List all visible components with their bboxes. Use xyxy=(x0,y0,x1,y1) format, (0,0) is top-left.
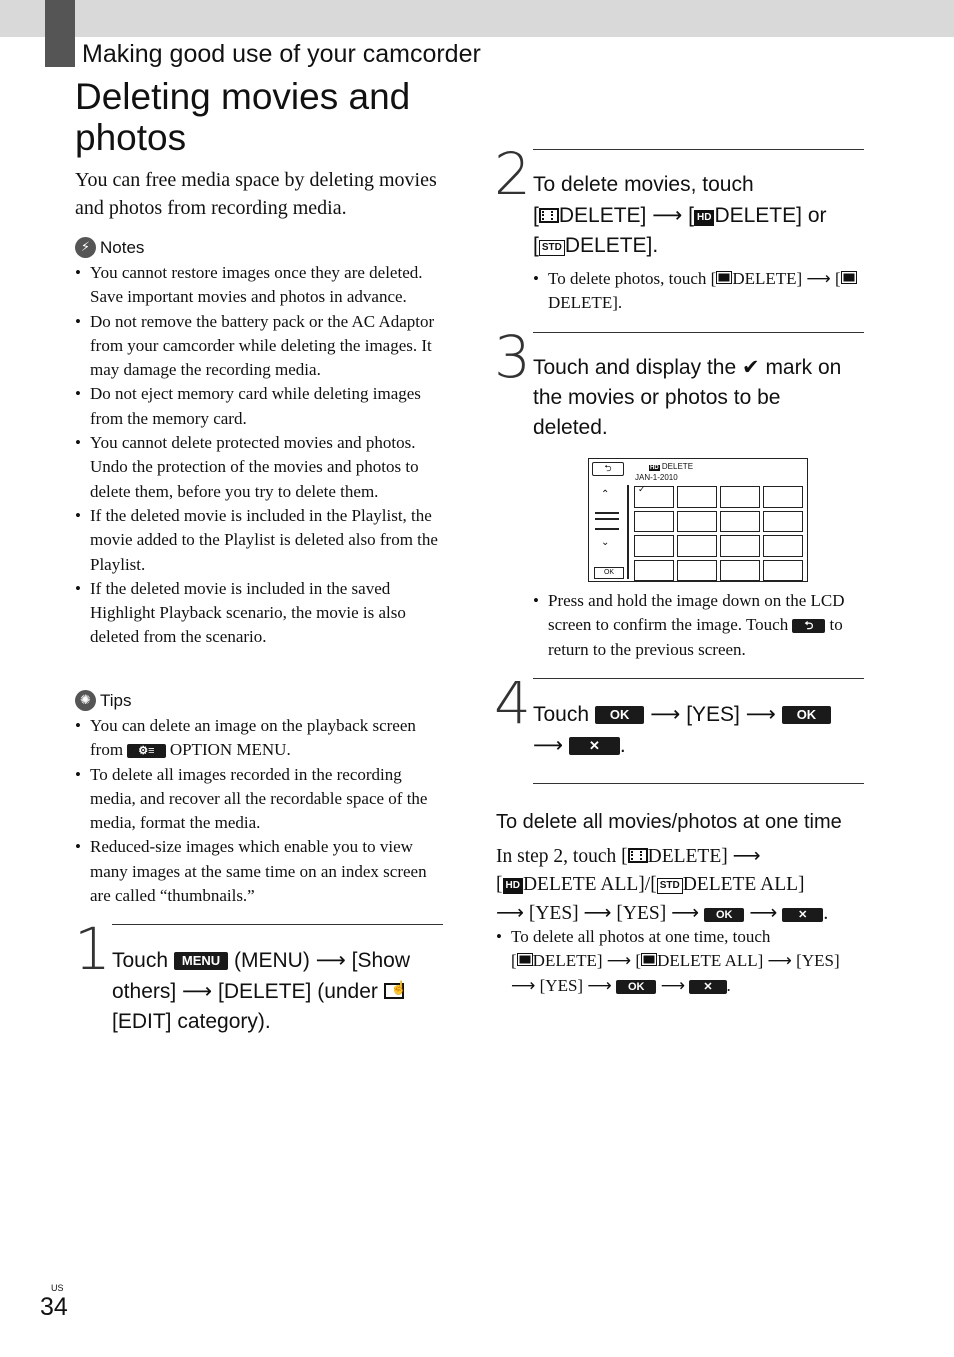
arrow-icon: ⟶ xyxy=(745,702,776,726)
list-item: • If the deleted movie is included in the Playlist, the movie added to the Playlist is deleted also from the Playlist. xyxy=(75,504,447,577)
arrow-icon: ⟶ xyxy=(496,901,524,924)
arrow-icon: ⟶ xyxy=(652,203,683,227)
header-tab xyxy=(45,0,75,67)
arrow-icon: ⟶ xyxy=(511,975,536,996)
scroll-down-icon[interactable]: ⌄ xyxy=(601,537,610,548)
step2-notes xyxy=(533,267,858,316)
notes-list xyxy=(75,261,447,650)
option-menu-icon: ⚙≡ xyxy=(127,744,165,758)
arrow-icon: ⟶ xyxy=(315,948,346,972)
section-title: Making good use of your camcorder xyxy=(82,40,481,68)
tips-heading xyxy=(75,690,132,711)
photo-icon xyxy=(841,271,857,284)
list-item: • To delete all photos at one time, touch [ DELETE] ⟶ [ DELETE ALL] ⟶ [YES] ⟶ [YES] ⟶ OK ⟶ ✕ . xyxy=(496,925,861,998)
intro-text: You can free media space by deleting movies and photos from recording media. xyxy=(75,169,437,219)
thumbnail[interactable] xyxy=(763,560,803,582)
notes-icon: ⚡ xyxy=(75,237,96,258)
step-divider xyxy=(533,678,864,679)
thumbnail[interactable] xyxy=(763,511,803,533)
thumbnail[interactable] xyxy=(763,486,803,508)
list-item: • You can delete an image on the playback screen from ⚙≡ OPTION MENU. xyxy=(75,714,447,763)
thumbnail[interactable] xyxy=(634,535,674,557)
step-number: 2 xyxy=(494,140,531,208)
ok-button[interactable]: OK xyxy=(782,706,832,724)
arrow-icon: ⟶ xyxy=(660,975,686,996)
thumbnail[interactable] xyxy=(677,511,717,533)
close-button[interactable]: ✕ xyxy=(569,737,620,755)
thumbnail-grid xyxy=(634,486,803,581)
hd-icon: HD xyxy=(503,878,523,894)
thumbnail[interactable]: ✓ xyxy=(634,486,674,508)
hd-icon: HD xyxy=(694,210,714,226)
list-item: • You cannot delete protected movies and photos. Undo the protection of the movies and photos to delete them, before you try to delete them. xyxy=(75,431,447,504)
list-item: • If the deleted movie is included in the saved Highlight Playback scenario, the movie is also deleted from the scenario. xyxy=(75,577,447,650)
lcd-header: HD DELETE xyxy=(650,462,694,471)
page-title: Deleting movies and photos xyxy=(75,76,411,158)
menu-button[interactable]: MENU xyxy=(174,952,228,970)
lcd-ok-button[interactable]: OK xyxy=(594,567,624,579)
step-divider xyxy=(112,924,443,925)
step-divider xyxy=(533,149,864,150)
thumbnail[interactable] xyxy=(677,535,717,557)
photo-icon xyxy=(641,953,657,966)
delete-all-text: In step 2, touch [ DELETE] ⟶ [ HD DELETE ALL]/[ STD DELETE ALL] ⟶ [YES] ⟶ [YES] ⟶ OK ⟶ ✕ . xyxy=(496,844,829,924)
std-icon: STD xyxy=(539,240,565,256)
step-number: 3 xyxy=(494,323,531,391)
tips-list xyxy=(75,714,447,908)
thumbnail[interactable] xyxy=(677,560,717,582)
scroll-bar xyxy=(627,485,629,579)
ok-button[interactable]: OK xyxy=(616,980,657,994)
close-button[interactable]: ✕ xyxy=(689,980,726,994)
photo-icon xyxy=(517,953,533,966)
thumbnail[interactable] xyxy=(677,486,717,508)
view-list-icon[interactable] xyxy=(595,512,619,530)
thumbnail[interactable] xyxy=(634,511,674,533)
arrow-icon: ⟶ xyxy=(606,951,632,972)
tips-heading-label: Tips xyxy=(100,690,132,710)
scroll-up-icon[interactable]: ⌃ xyxy=(601,489,610,500)
arrow-icon: ⟶ xyxy=(587,975,612,996)
header-bar xyxy=(0,0,954,37)
list-item: • Do not remove the battery pack or the AC Adaptor from your camcorder while deleting the images. It may damage the recording media. xyxy=(75,310,447,383)
step-number: 4 xyxy=(494,669,531,737)
delete-all-heading: To delete all movies/photos at one time xyxy=(496,811,842,833)
thumbnail[interactable] xyxy=(720,486,760,508)
step1-text: Touch MENU (MENU) ⟶ [Show others] ⟶ [DELETE] (under ☝ [EDIT] category). xyxy=(112,948,411,1033)
step-number: 1 xyxy=(74,915,111,983)
step4-text: Touch OK ⟶ [YES] ⟶ OK ⟶ ✕ . xyxy=(533,699,863,761)
section-divider xyxy=(533,783,864,784)
ok-button[interactable]: OK xyxy=(595,706,645,724)
back-icon[interactable]: ⮌ xyxy=(592,462,624,476)
arrow-icon: ⟶ xyxy=(182,979,213,1003)
notes-heading-label: Notes xyxy=(100,237,145,257)
step-divider xyxy=(533,332,864,333)
region-code: US xyxy=(51,1283,64,1293)
arrow-icon: ⟶ xyxy=(650,702,681,726)
arrow-icon: ⟶ xyxy=(767,951,792,972)
lcd-date: JAN-1-2010 xyxy=(635,473,678,482)
list-item: • To delete photos, touch [ DELETE] ⟶ [DELETE]. xyxy=(533,267,858,316)
ok-button[interactable]: OK xyxy=(704,908,745,922)
page-number: 34 xyxy=(40,1293,68,1321)
photo-icon xyxy=(716,271,732,284)
movie-icon xyxy=(539,208,559,223)
check-mark-icon: ✔ xyxy=(741,356,760,379)
arrow-icon: ⟶ xyxy=(671,901,700,924)
thumbnail[interactable] xyxy=(763,535,803,557)
return-icon: ⮌ xyxy=(792,619,825,633)
arrow-icon: ⟶ xyxy=(732,844,761,867)
thumbnail[interactable] xyxy=(720,560,760,582)
thumbnail[interactable] xyxy=(634,560,674,582)
movie-icon xyxy=(628,848,648,863)
edit-category-icon: ☝ xyxy=(384,983,404,999)
arrow-icon: ⟶ xyxy=(806,269,831,289)
tips-icon: ✺ xyxy=(75,690,96,711)
list-item: • You cannot restore images once they are deleted. Save important movies and photos in advance. xyxy=(75,261,447,310)
arrow-icon: ⟶ xyxy=(749,901,778,924)
lcd-screen-illustration xyxy=(588,458,808,582)
thumbnail[interactable] xyxy=(720,511,760,533)
list-item: • Do not eject memory card while deleting images from the memory card. xyxy=(75,382,447,431)
arrow-icon: ⟶ xyxy=(533,733,564,757)
delete-all-notes xyxy=(496,925,861,998)
notes-heading xyxy=(75,237,144,258)
step2-text: To delete movies, touch [ DELETE] ⟶ [ HD DELETE] or [ STD DELETE]. xyxy=(533,173,827,257)
list-item: • To delete all images recorded in the recording media, and recover all the recordable space of the media, format the media. xyxy=(75,763,447,836)
list-item: • Reduced-size images which enable you to view many images at the same time on an index screen are called “thumbnails.” xyxy=(75,835,447,908)
std-icon: STD xyxy=(657,878,683,894)
arrow-icon: ⟶ xyxy=(583,901,612,924)
list-item: • Press and hold the image down on the LCD screen to confirm the image. Touch ⮌ to return to the previous screen. xyxy=(533,589,858,662)
close-button[interactable]: ✕ xyxy=(782,908,823,922)
step3-text: Touch and display the ✔ mark on the movies or photos to be deleted. xyxy=(533,356,842,439)
step3-notes xyxy=(533,589,858,662)
thumbnail[interactable] xyxy=(720,535,760,557)
